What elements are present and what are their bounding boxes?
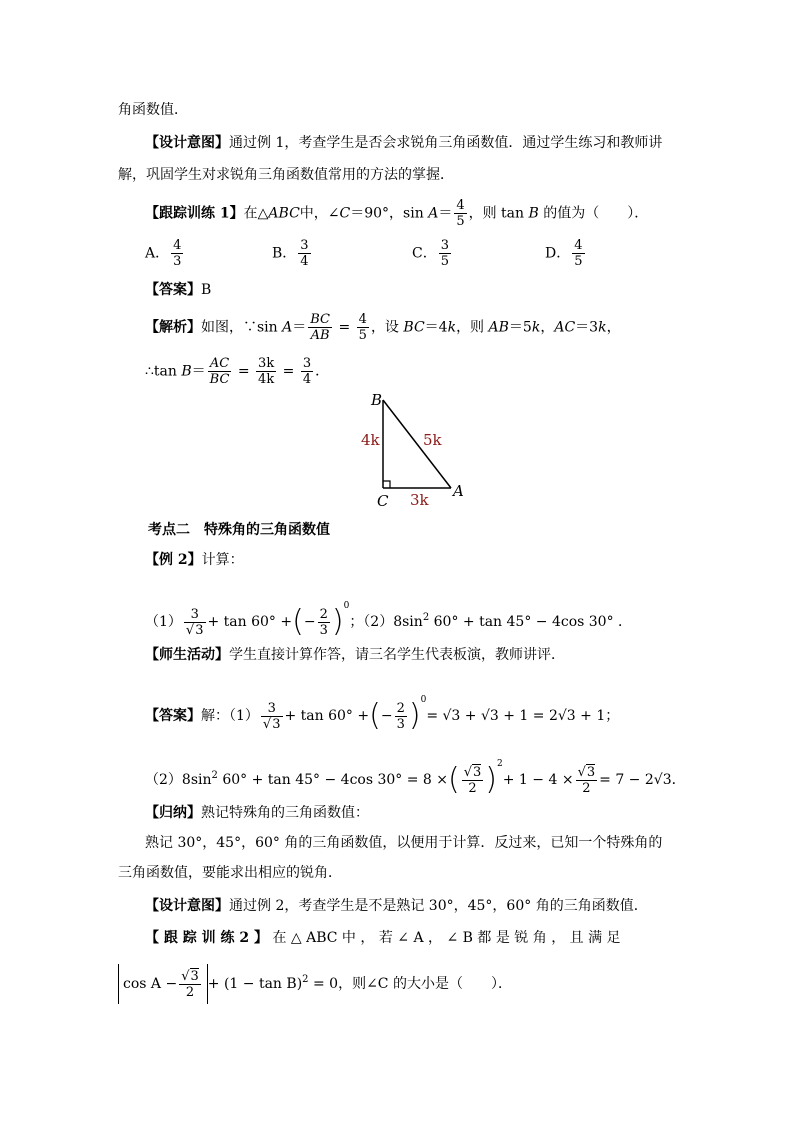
- fraction: [454, 198, 466, 229]
- numerator: 2: [396, 700, 405, 716]
- summary-tag: 【归纳】: [145, 805, 201, 821]
- numerator: 3: [267, 700, 276, 716]
- fraction: [179, 969, 201, 1000]
- analysis-1: 【解析】如图，∵sin A＝ $\frac{BC}{AB}$ = $\frac{4}{5}$ ，设 BC＝4k，则 AB＝5k，AC＝3k，: [145, 312, 621, 343]
- text: 60° + tan 45° − 4cos 30° ．: [429, 614, 633, 630]
- side-ab-label: 5k: [423, 431, 442, 449]
- design-tag: 【设计意图】: [145, 898, 229, 914]
- text: ＝: [292, 319, 307, 336]
- denominator: 5: [456, 214, 465, 229]
- exponent: 2: [302, 974, 309, 985]
- fraction: [439, 238, 451, 269]
- text: ＝90°，sin: [350, 205, 429, 222]
- text: ，设: [370, 319, 404, 336]
- exponent: 0: [343, 601, 350, 611]
- text: ＝3: [575, 319, 599, 336]
- text: 在 △ ABC 中 ， 若 ∠ A ， ∠ B 都 是 锐 角 ， 且 满 足: [268, 930, 621, 946]
- side-bc-label: 4k: [361, 431, 380, 449]
- denominator: 5: [574, 254, 583, 269]
- text: ，则 tan: [468, 205, 529, 222]
- design-intent-1: [145, 133, 662, 153]
- numerator: √3: [463, 764, 482, 780]
- fraction: [171, 238, 183, 269]
- paren-right: ): [331, 604, 344, 639]
- numerator: 4: [574, 238, 583, 253]
- option-c[interactable]: [412, 238, 453, 269]
- design-intent-2: [145, 896, 648, 916]
- option-label: B．: [272, 245, 297, 262]
- numerator: 3k: [258, 356, 275, 371]
- numerator: 4: [358, 312, 367, 327]
- option-a[interactable]: [145, 238, 185, 269]
- right-triangle-figure: [355, 388, 475, 513]
- text: ；（2）8sin: [349, 614, 423, 630]
- var-k: k: [598, 319, 607, 336]
- triangle-name: ABC: [268, 205, 300, 222]
- numerator: 3: [190, 606, 199, 622]
- paren-left: (: [448, 762, 460, 797]
- denominator: 4: [302, 372, 312, 387]
- denominator: √3: [185, 622, 204, 638]
- numerator: AC: [209, 356, 230, 371]
- angle-b: B: [528, 205, 539, 222]
- angle-a: A: [282, 319, 293, 336]
- option-d[interactable]: [545, 238, 587, 269]
- fraction: [395, 701, 407, 732]
- denominator: 5: [358, 328, 367, 343]
- analysis-tag: 【解析】: [145, 319, 201, 336]
- numerator: 4: [456, 198, 465, 213]
- numerator: 4: [173, 238, 182, 253]
- exponent: 0: [420, 695, 427, 705]
- text: cos A −: [123, 976, 178, 992]
- fraction: [308, 312, 332, 343]
- segment-bc: BC: [403, 319, 425, 336]
- denominator: 3: [319, 622, 328, 638]
- practice-2-cont: [118, 960, 512, 1004]
- teacher-student-activity: [145, 645, 565, 665]
- vertex-c-label: C: [377, 492, 389, 510]
- numerator: BC: [310, 312, 331, 327]
- numerator: √3: [181, 968, 199, 984]
- numerator: √3: [577, 764, 596, 780]
- fraction: [572, 238, 584, 269]
- numerator: 3: [440, 238, 449, 253]
- denominator: 3: [396, 716, 405, 732]
- fraction: [298, 238, 310, 269]
- right-angle-mark: [383, 481, 390, 488]
- text: 计算：: [201, 552, 244, 568]
- denominator: 3: [173, 254, 182, 269]
- denominator: 5: [440, 254, 449, 269]
- vertex-a-label: A: [453, 482, 464, 500]
- denominator: 2: [576, 780, 598, 796]
- text: + 1 − 4 ×: [502, 772, 574, 788]
- fraction: [184, 607, 206, 638]
- denominator: 2: [462, 780, 484, 796]
- exponent: 2: [422, 612, 430, 623]
- text: + tan 60° +: [207, 614, 293, 630]
- fraction: [261, 701, 283, 732]
- text: 学生直接计算作答，请三名学生代表板演，教师讲评．: [229, 647, 565, 663]
- fraction: [256, 356, 276, 387]
- text: 如图，∵sin: [201, 319, 283, 336]
- practice-2: [145, 928, 621, 948]
- analysis-1-cont: ∴tan B＝ $\frac{AC}{BC}$ = $\frac{3k}{4k}$ = $\frac{3}{4}$ ．: [145, 356, 330, 387]
- var-k: k: [531, 319, 541, 336]
- paren-right: ): [408, 698, 421, 733]
- text: 通过例 2，考查学生是不是熟记 30°，45°，60° 角的三角函数值．: [229, 898, 648, 914]
- design-intent-1-cont: 解，巩固学生对求锐角三角函数值常用的方法的掌握．: [118, 167, 454, 183]
- text: （1）: [145, 614, 182, 630]
- option-label: C．: [412, 245, 437, 262]
- paren-right: ): [485, 762, 498, 797]
- section-title: 考点二 特殊角的三角函数值: [148, 522, 330, 538]
- fraction: [208, 356, 232, 387]
- paren-left: (: [369, 698, 381, 733]
- intro-tail: 角函数值．: [118, 102, 188, 118]
- text: ，则: [456, 319, 489, 336]
- text: 熟记特殊角的三角函数值：: [201, 805, 369, 821]
- fraction: [318, 607, 330, 638]
- text: 中，∠: [299, 205, 340, 222]
- numerator: 3: [300, 238, 309, 253]
- text: ．: [315, 363, 330, 380]
- text: 在△: [243, 205, 269, 222]
- summary-line-2: 熟记 30°，45°，60° 角的三角函数值，以便用于计算．反过来，已知一个特殊角的: [145, 835, 663, 851]
- paren-left: (: [292, 604, 304, 639]
- text: ∴tan: [145, 363, 182, 380]
- angle-a: A: [428, 205, 439, 222]
- calc-problem: （1） $\frac{3}{√3}$ + tan 60° +(− $\frac{2}{3}$ )$^0$；$(2)8\sin^2$ 60° + tan 45° − 4cos 30° ．: [145, 601, 633, 639]
- text: 解：（1）: [201, 708, 259, 724]
- denominator: 2: [179, 984, 201, 1000]
- fraction: [462, 765, 484, 796]
- side-ca-label: 3k: [410, 491, 429, 509]
- answer-tag: 【答案】: [145, 282, 201, 298]
- option-label: D．: [545, 245, 571, 262]
- option-label: A．: [145, 245, 170, 262]
- answer-value: B: [201, 282, 212, 298]
- text: ＝5: [508, 319, 532, 336]
- design-tag: 【设计意图】: [145, 135, 229, 151]
- numerator: 3: [302, 356, 312, 371]
- example-tag: 【例 2】: [145, 552, 202, 568]
- angle-b: B: [181, 363, 192, 380]
- design-text: 通过例 1，考查学生是否会求锐角三角函数值．通过学生练习和教师讲: [229, 135, 663, 151]
- example-2: [145, 550, 244, 570]
- answer-2-part1: 【答案】解：（1） $\frac{3}{√3}$ + tan 60° +(− $\frac{2}{3}$ )$^0$= √3 + √3 + 1 = 2√3 + 1；: [145, 695, 620, 733]
- denominator: BC: [209, 372, 230, 387]
- text: = √3 + √3 + 1 = 2√3 + 1；: [426, 708, 620, 724]
- practice-tag: 【 跟 踪 训 练 2 】: [145, 930, 268, 946]
- text: ＝: [438, 205, 453, 222]
- absolute-value: [118, 964, 208, 1004]
- answer-tag: 【答案】: [145, 708, 201, 724]
- text: + (1 − tan B): [207, 976, 303, 992]
- var-k: k: [447, 319, 457, 336]
- segment-ac: AC: [554, 319, 576, 336]
- answer-1: [145, 280, 211, 300]
- exponent: 2: [497, 759, 503, 769]
- text: ＝4: [424, 319, 448, 336]
- fraction: [357, 312, 369, 343]
- activity-tag: 【师生活动】: [145, 647, 229, 663]
- practice-1: [145, 198, 648, 229]
- segment-ab: AB: [488, 319, 509, 336]
- text: + tan 60° +: [284, 708, 370, 724]
- text: = 7 − 2√3．: [599, 772, 686, 788]
- denominator: √3: [262, 716, 281, 732]
- option-b[interactable]: [272, 238, 313, 269]
- angle-c: C: [339, 205, 351, 222]
- denominator: 4: [300, 254, 309, 269]
- text: = 0，则∠C 的大小是（ ）．: [308, 976, 512, 992]
- text: （2）8sin: [145, 772, 212, 788]
- fraction: [301, 356, 313, 387]
- summary: [145, 803, 369, 823]
- numerator: 2: [319, 606, 328, 622]
- answer-2-part2: [145, 744, 686, 800]
- denominator: AB: [308, 327, 332, 343]
- fraction: [576, 765, 598, 796]
- exponent: 2: [211, 770, 218, 781]
- summary-line-3: 三角函数值，要能求出相应的锐角．: [118, 865, 342, 881]
- practice-tag: 【跟踪训练 1】: [145, 205, 244, 222]
- denominator: 4k: [258, 372, 275, 387]
- text: 的值为（ ）．: [538, 205, 649, 222]
- vertex-b-label: B: [371, 391, 383, 409]
- text: 60° + tan 45° − 4cos 30° = 8 ×: [217, 772, 448, 788]
